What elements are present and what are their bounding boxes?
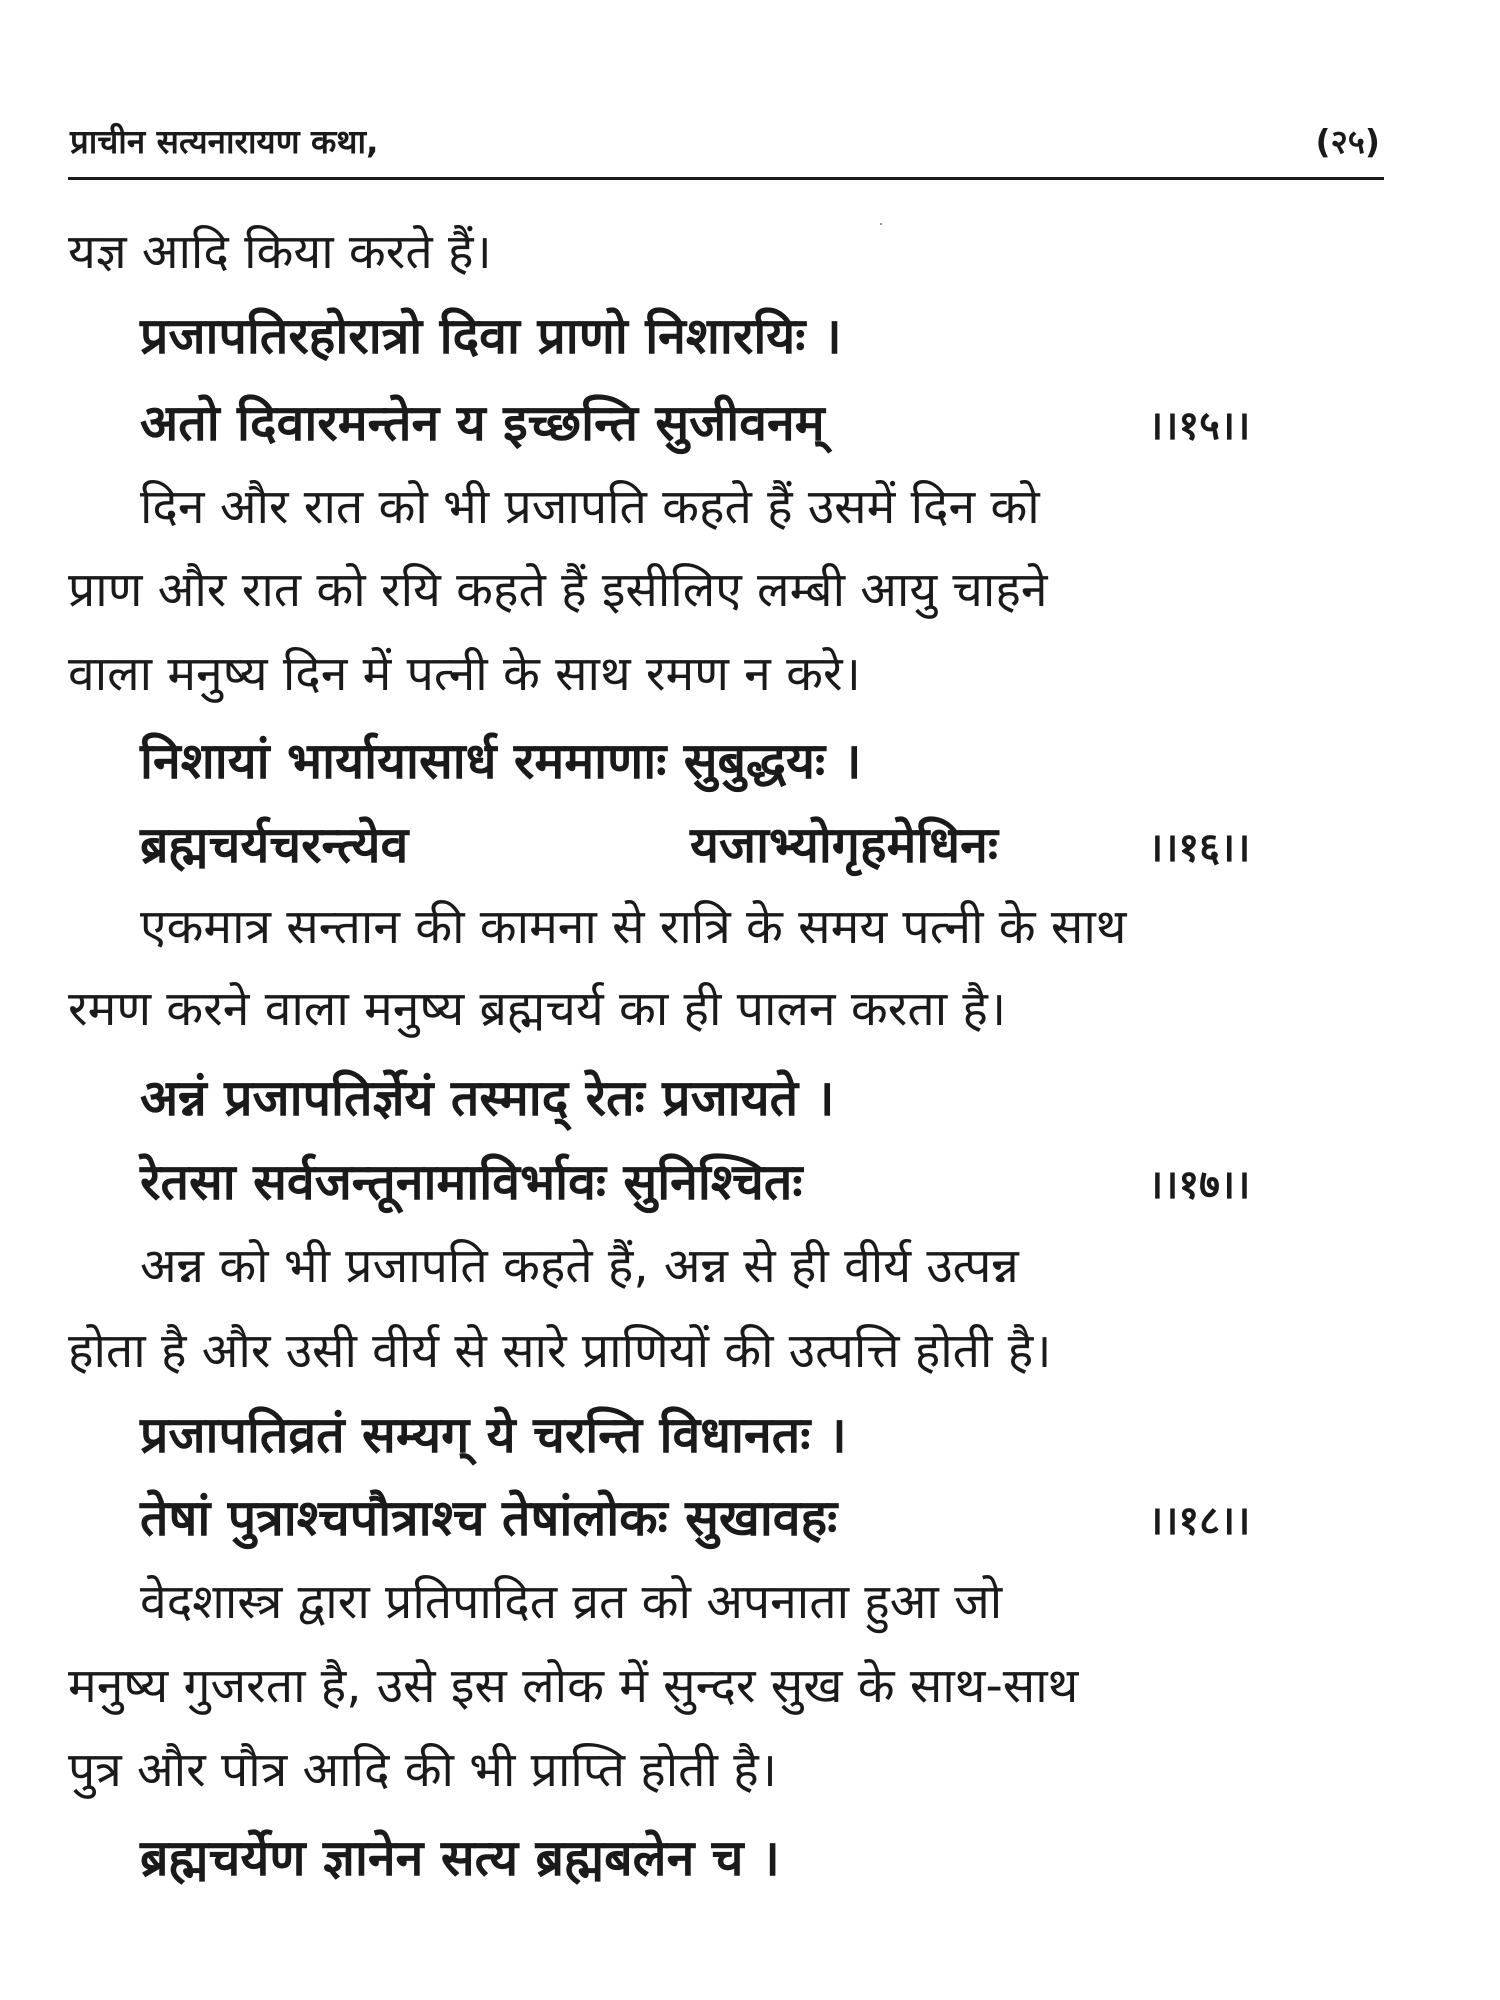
verse-line: ब्रह्मचर्यचरन्त्येव (140, 816, 409, 874)
verse-line: अन्नं प्रजापतिर्ज्ञेयं तस्माद् रेतः प्रजायते । (140, 1069, 835, 1127)
prose-line: एकमात्र सन्तान की कामना से रात्रि के समय पत्नी के साथ (140, 899, 1127, 955)
prose-line: वाला मनुष्य दिन में पत्नी के साथ रमण न करे। (68, 646, 861, 702)
book-title: प्राचीन सत्यनारायण कथा, (70, 122, 379, 161)
verse-line: तेषां पुत्राश्चपौत्राश्च तेषांलोकः सुखावहः (140, 1489, 838, 1547)
prose-line: अन्न को भी प्रजापति कहते हैं, अन्न से ही वीर्य उत्पन्न (140, 1238, 1019, 1294)
verse-number: ।।१८।। (1148, 1498, 1251, 1544)
prose-line: वेदशास्त्र द्वारा प्रतिपादित व्रत को अपनाता हुआ जो (140, 1574, 1003, 1630)
verse-line: ब्रह्मचर्येण ज्ञानेन सत्य ब्रह्मबलेन च । (140, 1829, 780, 1887)
verse-number: ।।१५।। (1148, 403, 1251, 449)
verse-number: ।।१७।। (1148, 1162, 1251, 1208)
verse-line-second-half: यजाभ्योगृहमेधिनः (690, 816, 998, 874)
prose-line: रमण करने वाला मनुष्य ब्रह्मचर्य का ही पालन करता है। (68, 981, 1007, 1037)
prose-line: पुत्र और पौत्र आदि की भी प्राप्ति होती है। (68, 1742, 777, 1798)
verse-line: अतो दिवारमन्तेन य इच्छन्ति सुजीवनम् (140, 394, 825, 452)
page-number: (२५) (1315, 122, 1380, 161)
prose-line: दिन और रात को भी प्रजापति कहते हैं उसमें दिन को (140, 479, 1040, 535)
prose-line: यज्ञ आदि किया करते हैं। (68, 224, 492, 280)
verse-number: ।।१६।। (1148, 825, 1251, 871)
print-speck (880, 223, 882, 225)
verse-line: प्रजापतिव्रतं सम्यग् ये चरन्ति विधानतः । (140, 1406, 847, 1464)
header-rule (68, 177, 1384, 180)
verse-line: रेतसा सर्वजन्तूनामाविर्भावः सुनिश्चितः (140, 1153, 803, 1211)
prose-line: मनुष्य गुजरता है, उसे इस लोक में सुन्दर सुख के साथ-साथ (68, 1658, 1079, 1714)
prose-line: होता है और उसी वीर्य से सारे प्राणियों की उत्पत्ति होती है। (68, 1323, 1052, 1379)
running-header (70, 118, 1380, 168)
verse-line: निशायां भार्यायासार्ध रममाणाः सुबुद्धयः । (140, 732, 862, 790)
verse-line: प्रजापतिरहोरात्रो दिवा प्राणो निशारयिः । (140, 307, 842, 365)
prose-line: प्राण और रात को रयि कहते हैं इसीलिए लम्बी आयु चाहने (68, 562, 1048, 618)
